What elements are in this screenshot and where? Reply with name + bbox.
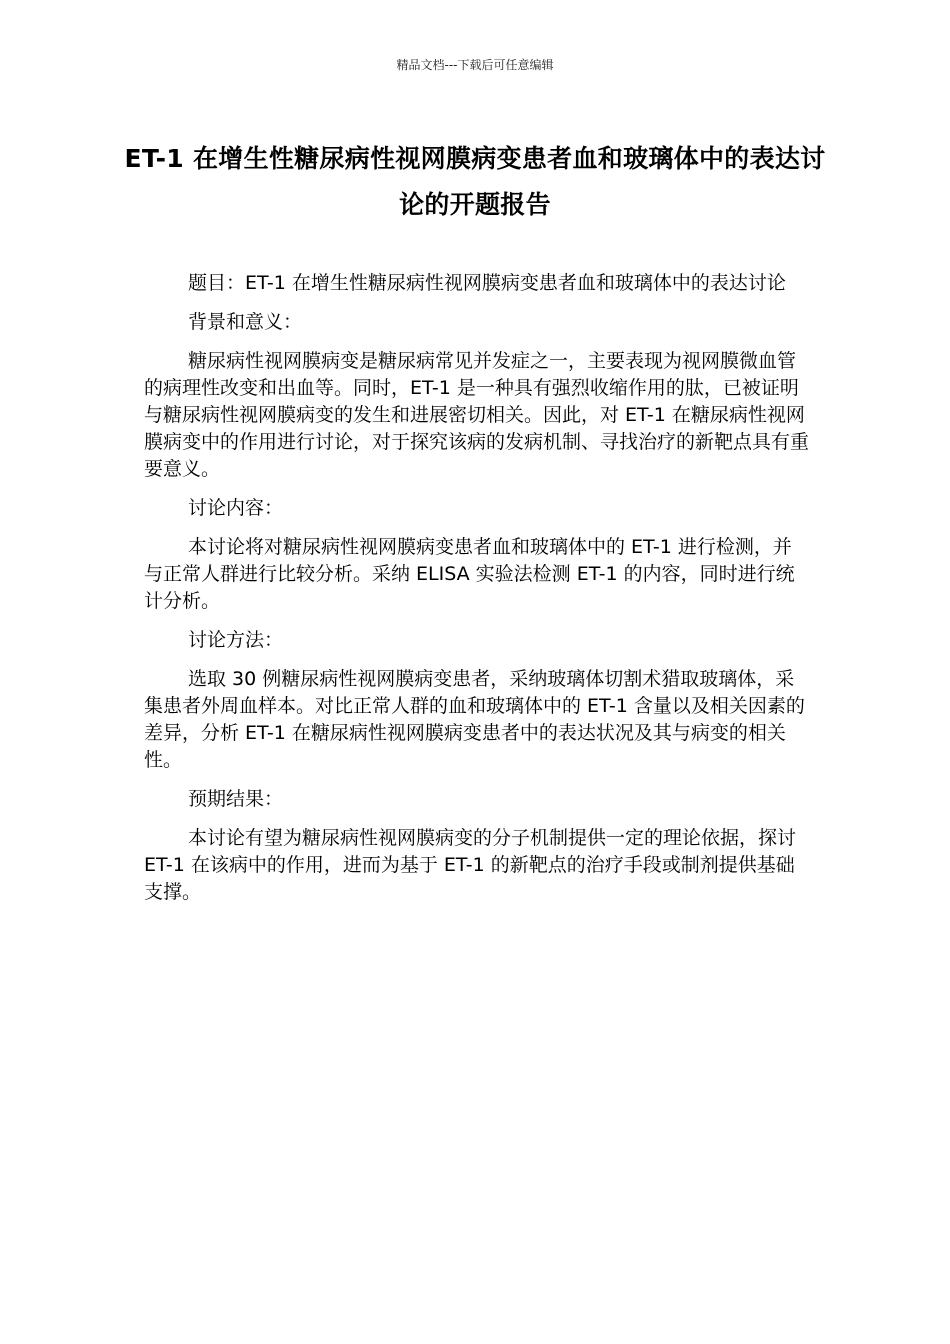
page-header-note: 精品文档---下载后可任意编辑 bbox=[396, 58, 554, 72]
content-heading: 讨论内容： bbox=[188, 497, 284, 519]
document-title: ET-1 在增生性糖尿病性视网膜病变患者血和玻璃体中的表达讨论的开题报告 bbox=[124, 144, 826, 219]
methods-paragraph: 选取 30 例糖尿病性视网膜病变患者，采纳玻璃体切割术猎取玻璃体，采集患者外周血样本。对比正常人群的血和玻璃体中的 ET-1 含量以及相关因素的差异，分析 ET-1 在糖尿病性视网膜病变患者中的表达状况及其与病变的相关性。 bbox=[144, 668, 805, 771]
content-paragraph: 本讨论将对糖尿病性视网膜病变患者血和玻璃体中的 ET-1 进行检测，并与正常人群进行比较分析。采纳 ELISA 实验法检测 ET-1 的内容，同时进行统计分析。 bbox=[144, 536, 795, 612]
results-paragraph: 本讨论有望为糖尿病性视网膜病变的分子机制提供一定的理论依据，探讨 ET-1 在该病中的作用，进而为基于 ET-1 的新靶点的治疗手段或制剂提供基础支撑。 bbox=[144, 827, 797, 903]
background-paragraph: 糖尿病性视网膜病变是糖尿病常见并发症之一，主要表现为视网膜微血管的病理性改变和出血等。同时，ET-1 是一种具有强烈收缩作用的肽，已被证明与糖尿病性视网膜病变的发生和进展密切相关。因此，对 ET-1 在糖尿病性视网膜病变中的作用进行讨论，对于探究该病的发病机制、寻找治疗的新靶点具有重要意义。 bbox=[144, 350, 810, 480]
methods-heading: 讨论方法： bbox=[188, 629, 284, 651]
topic-paragraph: 题目：ET-1 在增生性糖尿病性视网膜病变患者血和玻璃体中的表达讨论 bbox=[188, 272, 786, 294]
background-heading: 背景和意义： bbox=[188, 311, 303, 333]
document-body bbox=[144, 270, 809, 918]
results-heading: 预期结果： bbox=[188, 788, 284, 810]
